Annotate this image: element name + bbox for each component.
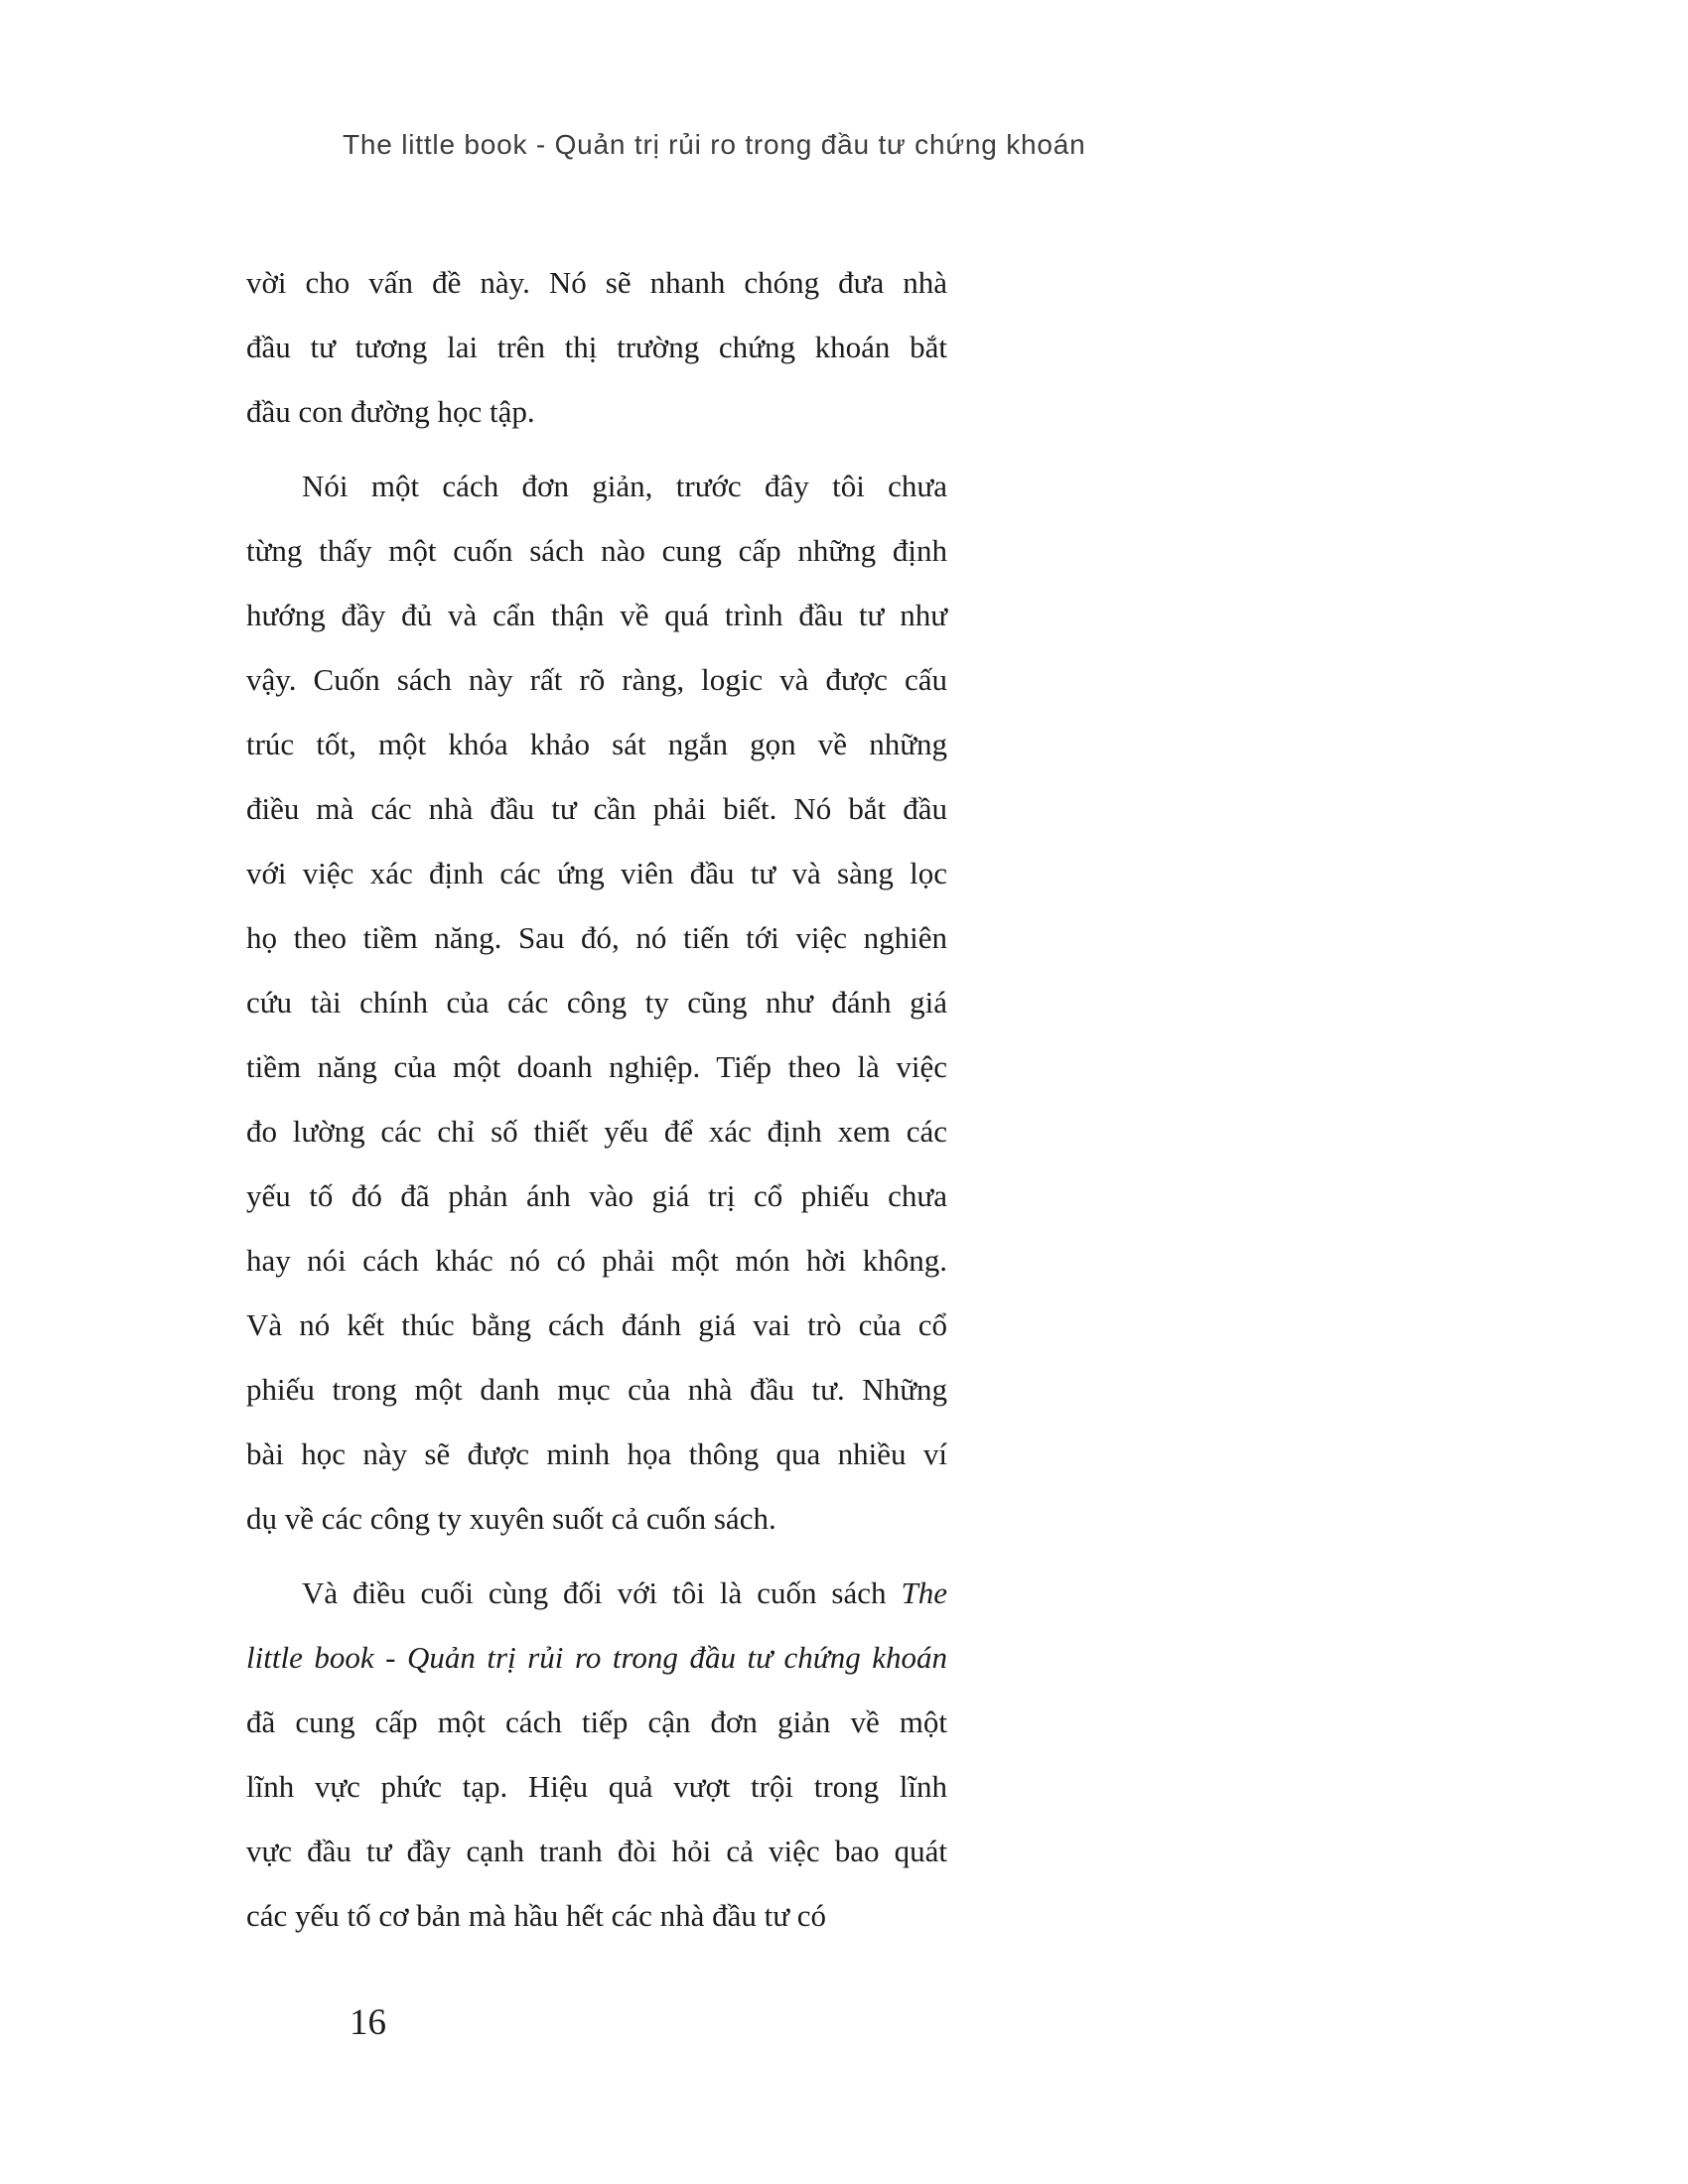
- text-run: tiềm năng của một doanh nghiệp. Tiếp theo là việc: [246, 1049, 947, 1084]
- text-line: [246, 1034, 947, 1099]
- text-line: [246, 1754, 947, 1819]
- text-run: đầu tư tương lai trên thị trường chứng khoán bắt: [246, 330, 947, 364]
- text-line: [246, 776, 947, 841]
- text-run: Và nó kết thúc bằng cách đánh giá vai trò của cổ: [246, 1307, 947, 1342]
- text-run: cứu tài chính của các công ty cũng như đánh giá: [246, 985, 947, 1020]
- text-run: vời cho vấn đề này. Nó sẽ nhanh chóng đưa nhà: [246, 265, 947, 300]
- body-text: [246, 250, 947, 1948]
- text-run: hay nói cách khác nó có phải một món hời không.: [246, 1243, 947, 1278]
- book-title-italic: little book - Quản trị rủi ro trong đầu tư chứng khoán: [246, 1640, 947, 1675]
- text-line: [246, 647, 947, 712]
- text-line: [246, 1228, 947, 1293]
- text-line: [246, 1422, 947, 1486]
- text-run: Và điều cuối cùng đối với tôi là cuốn sách: [302, 1575, 902, 1610]
- text-line: [246, 1819, 947, 1883]
- text-run: họ theo tiềm năng. Sau đó, nó tiến tới việc nghiên: [246, 920, 947, 955]
- text-run: trúc tốt, một khóa khảo sát ngắn gọn về những: [246, 727, 947, 761]
- text-line: [246, 583, 947, 647]
- paragraph: [246, 454, 947, 1551]
- text-run: hướng đầy đủ và cẩn thận về quá trình đầu tư như: [246, 598, 947, 632]
- text-line: [246, 1163, 947, 1228]
- paragraph: [246, 1561, 947, 1948]
- text-line: [246, 1099, 947, 1163]
- text-run: từng thấy một cuốn sách nào cung cấp những định: [246, 533, 947, 568]
- text-run: đo lường các chỉ số thiết yếu để xác định xem các: [246, 1114, 947, 1149]
- text-run: điều mà các nhà đầu tư cần phải biết. Nó bắt đầu: [246, 791, 947, 826]
- text-run: lĩnh vực phức tạp. Hiệu quả vượt trội trong lĩnh: [246, 1769, 947, 1804]
- text-line: [246, 1561, 947, 1625]
- text-line: [246, 712, 947, 776]
- text-line: [246, 1883, 947, 1948]
- text-run: yếu tố đó đã phản ánh vào giá trị cổ phiếu chưa: [246, 1178, 947, 1213]
- text-run: vực đầu tư đầy cạnh tranh đòi hỏi cả việc bao quát: [246, 1834, 947, 1868]
- text-line: [246, 250, 947, 315]
- text-line: [246, 970, 947, 1034]
- running-header: The little book - Quản trị rủi ro trong đầu tư chứng khoán: [343, 129, 1086, 160]
- text-run: với việc xác định các ứng viên đầu tư và sàng lọc: [246, 856, 947, 890]
- text-line: [246, 454, 947, 518]
- text-line: [246, 379, 947, 444]
- text-line: [246, 1357, 947, 1422]
- text-run: đã cung cấp một cách tiếp cận đơn giản về một: [246, 1705, 947, 1739]
- paragraph: [246, 250, 947, 444]
- text-line: [246, 1293, 947, 1357]
- text-line: [246, 1486, 947, 1551]
- text-line: [246, 315, 947, 379]
- text-line: [246, 518, 947, 583]
- text-run: phiếu trong một danh mục của nhà đầu tư. Những: [246, 1372, 947, 1407]
- text-run: dụ về các công ty xuyên suốt cả cuốn sách.: [246, 1501, 776, 1536]
- text-run: vậy. Cuốn sách này rất rõ ràng, logic và được cấu: [246, 662, 947, 697]
- text-line: [246, 841, 947, 905]
- text-run: Nói một cách đơn giản, trước đây tôi chưa: [302, 469, 947, 503]
- text-line: [246, 905, 947, 970]
- book-title-italic: The: [901, 1575, 947, 1610]
- text-line: [246, 1690, 947, 1754]
- text-line: [246, 1625, 947, 1690]
- page-number: 16: [350, 2002, 386, 2043]
- text-run: bài học này sẽ được minh họa thông qua nhiều ví: [246, 1436, 947, 1471]
- text-run: các yếu tố cơ bản mà hầu hết các nhà đầu tư có: [246, 1898, 827, 1933]
- text-run: đầu con đường học tập.: [246, 394, 535, 429]
